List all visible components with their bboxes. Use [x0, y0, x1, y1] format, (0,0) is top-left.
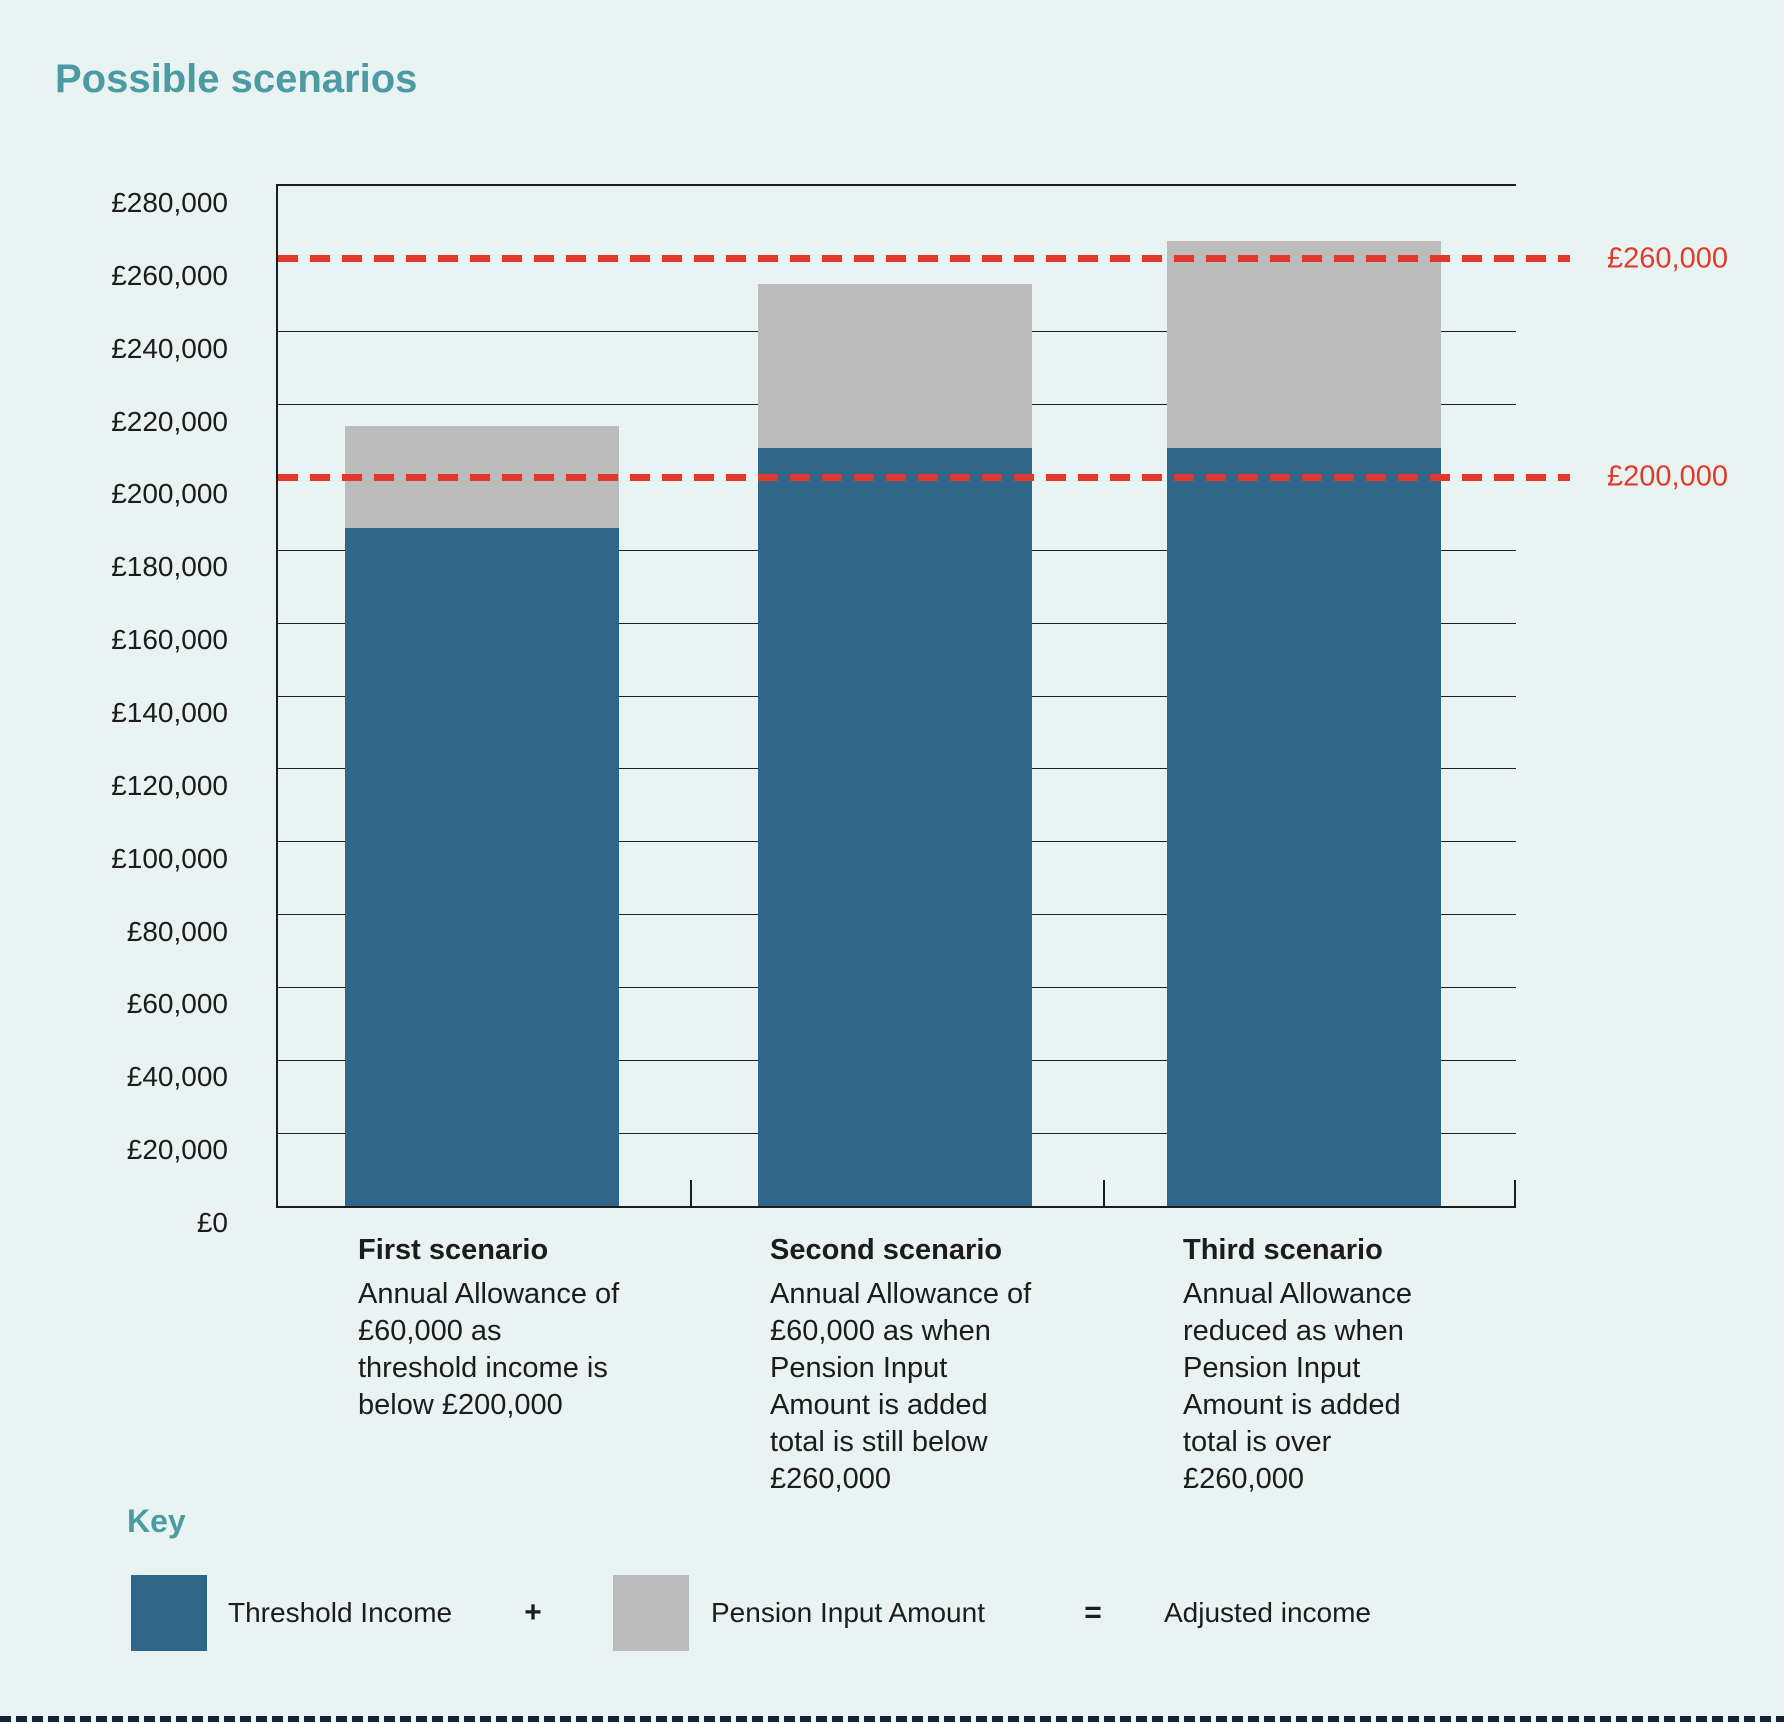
- scenario-description-line: £60,000 as when: [770, 1315, 991, 1347]
- y-axis-label-120000: £120,000: [111, 769, 228, 801]
- plus-operator: +: [524, 1596, 542, 1629]
- threshold-income-label: Threshold Income: [228, 1597, 453, 1628]
- category-tick-3: [1514, 1180, 1516, 1206]
- y-axis-label-60000: £60,000: [126, 988, 228, 1020]
- x-axis-line: [278, 1206, 1516, 1208]
- scenario-description-line: Pension Input: [770, 1352, 948, 1384]
- y-axis-label-140000: £140,000: [111, 697, 228, 728]
- y-axis-label-260000: £260,000: [111, 259, 228, 291]
- scenario-description-line: Amount is added: [770, 1389, 988, 1421]
- reference-label-260000: £260,000: [1607, 242, 1728, 275]
- scenario-title-1: First scenario: [358, 1234, 549, 1266]
- scenario-description-line: reduced as when: [1183, 1315, 1404, 1347]
- reference-line-200000: [278, 474, 1570, 481]
- page-title: Possible scenarios: [55, 57, 418, 101]
- scenario-description-line: Pension Input: [1183, 1352, 1361, 1384]
- scenario-description-line: Annual Allowance of: [358, 1278, 620, 1310]
- scenario-annotation-2: [770, 1232, 1080, 1498]
- y-axis-label-180000: £180,000: [111, 551, 228, 583]
- bar-pension-input-3: [1167, 241, 1441, 449]
- y-axis-label-160000: £160,000: [111, 624, 228, 656]
- y-axis-label-80000: £80,000: [126, 915, 228, 947]
- plot-top-border: [278, 184, 1516, 186]
- bar-threshold-income-1: [345, 528, 619, 1206]
- y-axis-line: [276, 184, 278, 1208]
- category-tick-1: [690, 1180, 692, 1206]
- y-axis-label-0: £0: [196, 1207, 228, 1238]
- threshold-income-swatch: [131, 1575, 207, 1651]
- y-axis-label-240000: £240,000: [111, 332, 228, 364]
- y-axis-label-280000: £280,000: [111, 187, 228, 218]
- scenario-annotation-1: [358, 1232, 668, 1424]
- y-axis-label-20000: £20,000: [126, 1134, 228, 1166]
- reference-label-200000: £200,000: [1607, 460, 1728, 493]
- bar-threshold-income-3: [1167, 448, 1441, 1206]
- bar-threshold-income-2: [758, 448, 1032, 1206]
- y-axis-label-40000: £40,000: [126, 1061, 228, 1093]
- bottom-dashed-divider: [0, 1716, 1784, 1722]
- scenario-description-line: below £200,000: [358, 1389, 563, 1421]
- scenario-annotation-3: [1183, 1232, 1493, 1498]
- category-tick-2: [1103, 1180, 1105, 1206]
- scenario-title-2: Second scenario: [770, 1234, 1003, 1266]
- adjusted-income-label: Adjusted income: [1164, 1597, 1372, 1628]
- scenario-description-line: total is still below: [770, 1426, 988, 1458]
- scenario-description-line: threshold income is: [358, 1352, 608, 1384]
- scenario-description-line: Amount is added: [1183, 1389, 1401, 1421]
- scenario-description-line: £260,000: [770, 1463, 891, 1495]
- scenario-title-3: Third scenario: [1183, 1234, 1383, 1266]
- scenario-description-line: £60,000 as: [358, 1315, 502, 1347]
- pension-input-label: Pension Input Amount: [711, 1597, 985, 1628]
- scenario-description-line: Annual Allowance: [1183, 1278, 1412, 1310]
- y-axis-label-200000: £200,000: [111, 478, 228, 510]
- scenario-description-line: total is over: [1183, 1426, 1332, 1458]
- scenario-description-line: Annual Allowance of: [770, 1278, 1032, 1310]
- y-axis-label-100000: £100,000: [111, 842, 228, 874]
- key-heading: Key: [127, 1503, 186, 1539]
- y-axis-label-220000: £220,000: [111, 405, 228, 437]
- reference-line-260000: [278, 255, 1570, 262]
- scenario-description-line: £260,000: [1183, 1463, 1304, 1495]
- bar-pension-input-2: [758, 284, 1032, 448]
- equals-operator: =: [1084, 1596, 1102, 1629]
- pension-input-swatch: [613, 1575, 689, 1651]
